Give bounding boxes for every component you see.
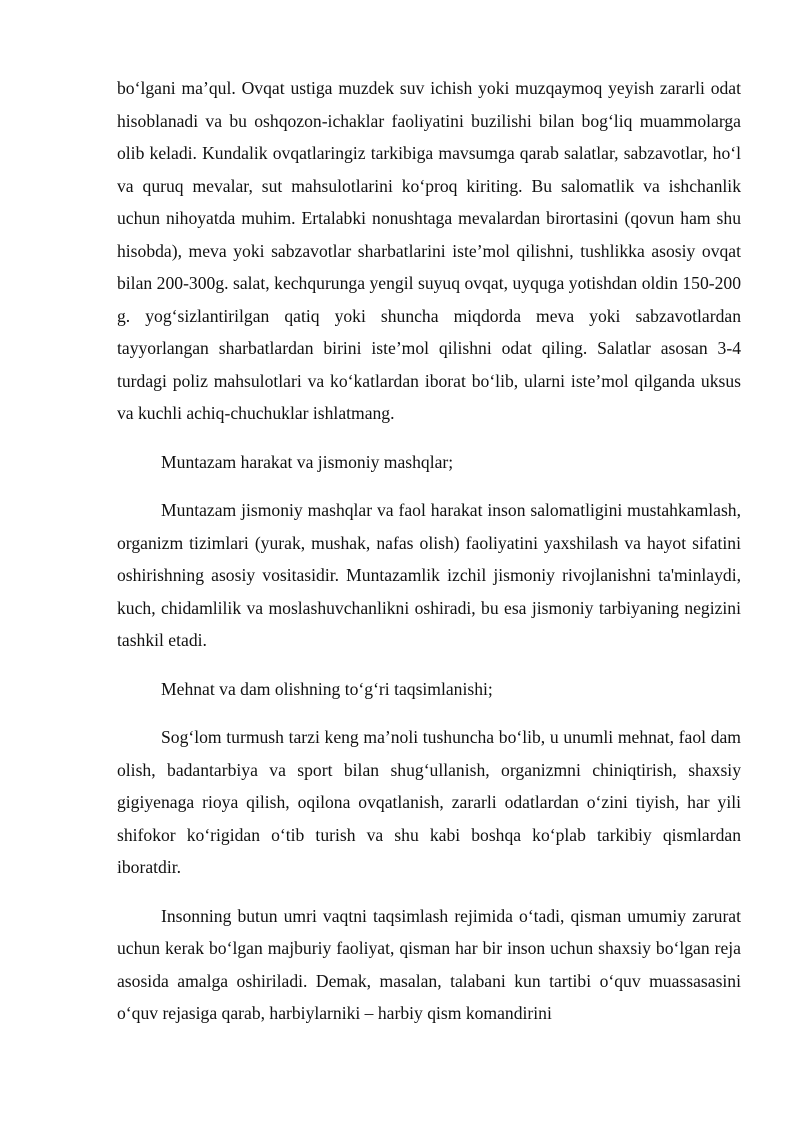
paragraph-healthy-lifestyle: Sog‘lom turmush tarzi keng ma’noli tushuncha bo‘lib, u unumli mehnat, faol dam olish, badantarbiya va sport bilan shug‘ullanish, organizmni chiniqtirish, shaxsiy gigiyenaga rioya qilish, oqilona ovqatlanish, zararli odatlardan o‘zini tiyish, har yili shifokor ko‘rigidan o‘tib turish va shu kabi boshqa ko‘plab tarkibiy qismlardan iboratdir. [117, 727, 741, 877]
paragraph-time-schedule: Insonning butun umri vaqtni taqsimlash rejimida o‘tadi, qisman umumiy zarurat uchun kerak bo‘lgan majburiy faoliyat, qisman har bir inson uchun shaxsiy bo‘lgan reja asosida amalga oshiriladi. Demak, masalan, talabani kun tartibi o‘quv muassasasini o‘quv rejasiga qarab, harbiylarniki – harbiy qism komandirini [117, 905, 741, 1023]
paragraph-physical-exercise: Muntazam jismoniy mashqlar va faol harakat inson salomatligini mustahkamlash, organizm tizimlari (yurak, mushak, nafas olish) faoliyatini yaxshilash va hayot sifatini oshirishning asosiy vositasidir. Muntazamlik izchil jismoniy rivojlanishni ta'minlaydi, kuch, chidamlilik va moslashuvchanlikni oshiradi, bu esa jismoniy tarbiyaning negizini tashkil etadi. [117, 500, 741, 650]
document-body [117, 72, 741, 1030]
heading-regular-exercise: Muntazam harakat va jismoniy mashqlar; [161, 451, 454, 472]
heading-work-rest-balance: Mehnat va dam olishning to‘g‘ri taqsimlanishi; [161, 678, 493, 699]
paragraph-diet-advice: bo‘lgani ma’qul. Ovqat ustiga muzdek suv ichish yoki muzqaymoq yeyish zararli odat hisoblanadi va bu oshqozon-ichaklar faoliyatini buzilishi bilan bog‘liq muammolarga olib keladi. Kundalik ovqatlaringiz tarkibiga mavsumga qarab salatlar, sabzavotlar, ho‘l va quruq mevalar, sut mahsulotlarini ko‘proq kiriting. Bu salomatlik va ishchanlik uchun nihoyatda muhim. Ertalabki nonushtaga mevalardan birortasini (qovun ham shu hisobda), meva yoki sabzavotlar sharbatlarini iste’mol qilishni, tushlikka asosiy ovqat bilan 200-300g. salat, kechqurunga yengil suyuq ovqat, uyquga yotishdan oldin 150-200 g. yog‘sizlantirilgan qatiq yoki shuncha miqdorda meva yoki sabzavotlardan tayyorlangan sharbatlardan birini iste’mol qilishni odat qiling. Salatlar asosan 3-4 turdagi poliz mahsulotlari va ko‘katlardan iborat bo‘lib, ularni iste’mol qilganda uksus va kuchli achiq-chuchuklar ishlatmang. [117, 78, 741, 423]
